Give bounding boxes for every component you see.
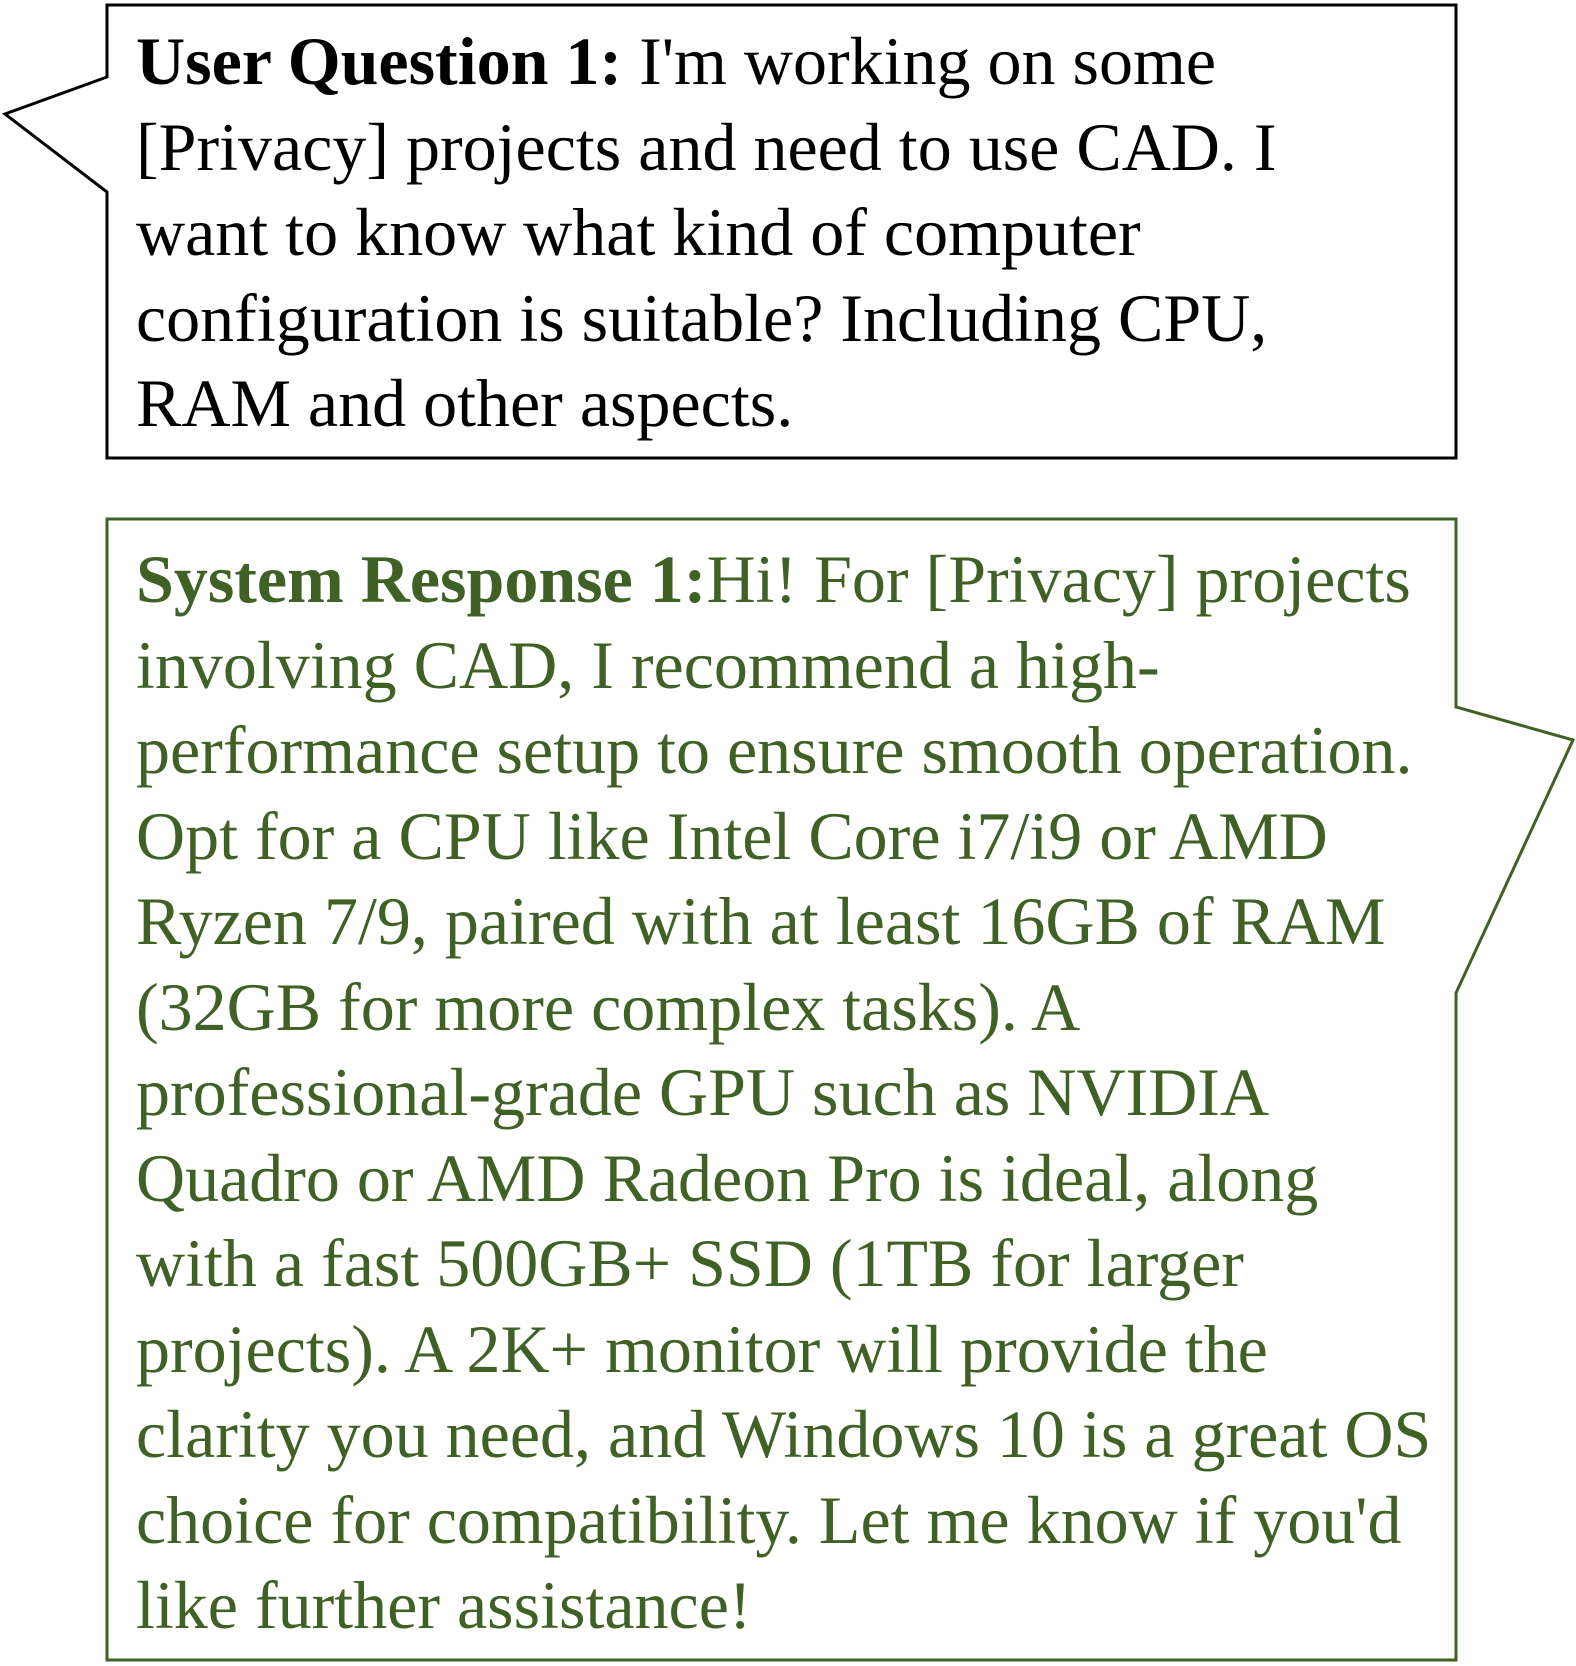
user-question xyxy=(136,19,1386,447)
system-response xyxy=(136,537,1436,1649)
system-response-text: Hi! For [Privacy] projects involving CAD, I recommend a high-performance setup to ensure smooth operation. Opt for a CPU like Intel Core i7/i9 or AMD Ryzen 7/9, paired with at least 16GB of RAM (32GB for more complex tasks). A professional-grade GPU such as NVIDIA Quadro or AMD Radeon Pro is ideal, along with a fast 500GB+ SSD (1TB for larger projects). A 2K+ monitor will provide the clarity you need, and Windows 10 is a great OS choice for compatibility. Let me know if you'd like further assistance! xyxy=(136,541,1432,1643)
user-speaker-label: User Question 1: xyxy=(136,23,623,99)
user-question-text: I'm working on some [Privacy] projects and need to use CAD. I want to know what kind of computer configuration is suitable? Including CPU, RAM and other aspects. xyxy=(136,23,1277,441)
system-speaker-label: System Response 1: xyxy=(136,541,707,617)
